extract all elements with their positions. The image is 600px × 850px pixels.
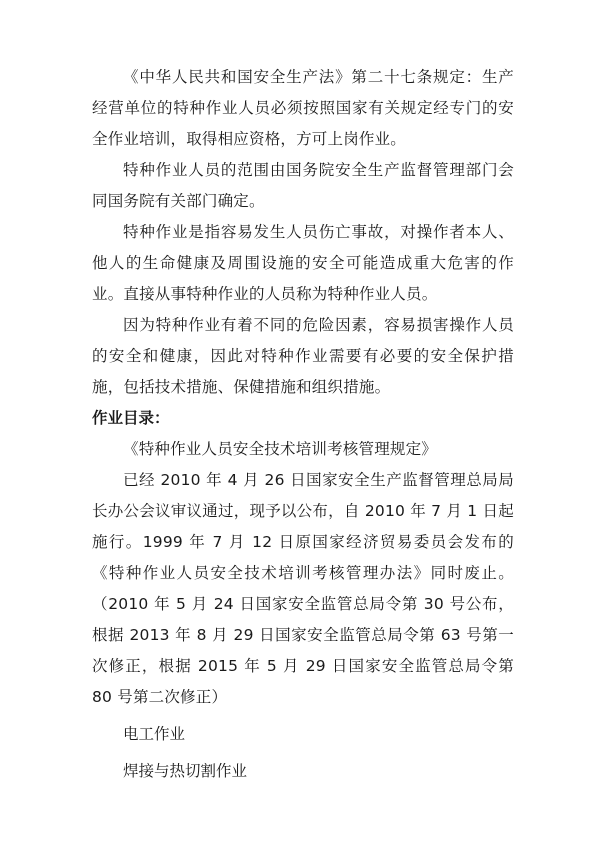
- list-item-electrical: 电工作业: [123, 725, 186, 743]
- list-item-welding: 焊接与热切割作业: [123, 762, 248, 780]
- section-heading-catalog: 作业目录：: [92, 409, 170, 427]
- paragraph-definition: 特种作业是指容易发生人员伤亡事故，对操作者本人、他人的生命健康及周围设施的安全可能造成重大危害的作业。直接从事特种作业的人员称为特种作业人员。: [92, 223, 514, 303]
- paragraph-scope: 特种作业人员的范围由国务院安全生产监督管理部门会同国务院有关部门确定。: [92, 161, 514, 210]
- regulation-body: 已经 2010 年 4 月 26 日国家安全生产监督管理总局局长办公会议审议通过，现予以公布，自 2010 年 7 月 1 日起施行。1999 年 7 月 12 日原国家经济贸易委员会发布的《特种作业人员安全技术培训考核管理办法》同时废止。（2010 年 5 月 24 日国家安全监管总局令第 30 号公布，根据 2013 年 8 月 29 日国家安全监管总局令第 63 号第一次修正，根据 2015 年 5 月 29 日国家安全监管总局令第 80 号第二次修正）: [92, 471, 514, 706]
- paragraph-safety-law: 《中华人民共和国安全生产法》第二十七条规定：生产经营单位的特种作业人员必须按照国家有关规定经专门的安全作业培训，取得相应资格，方可上岗作业。: [92, 68, 514, 148]
- paragraph-protection: 因为特种作业有着不同的危险因素，容易损害操作人员的安全和健康，因此对特种作业需要有必要的安全保护措施，包括技术措施、保健措施和组织措施。: [92, 316, 514, 396]
- regulation-title: 《特种作业人员安全技术培训考核管理规定》: [123, 440, 438, 458]
